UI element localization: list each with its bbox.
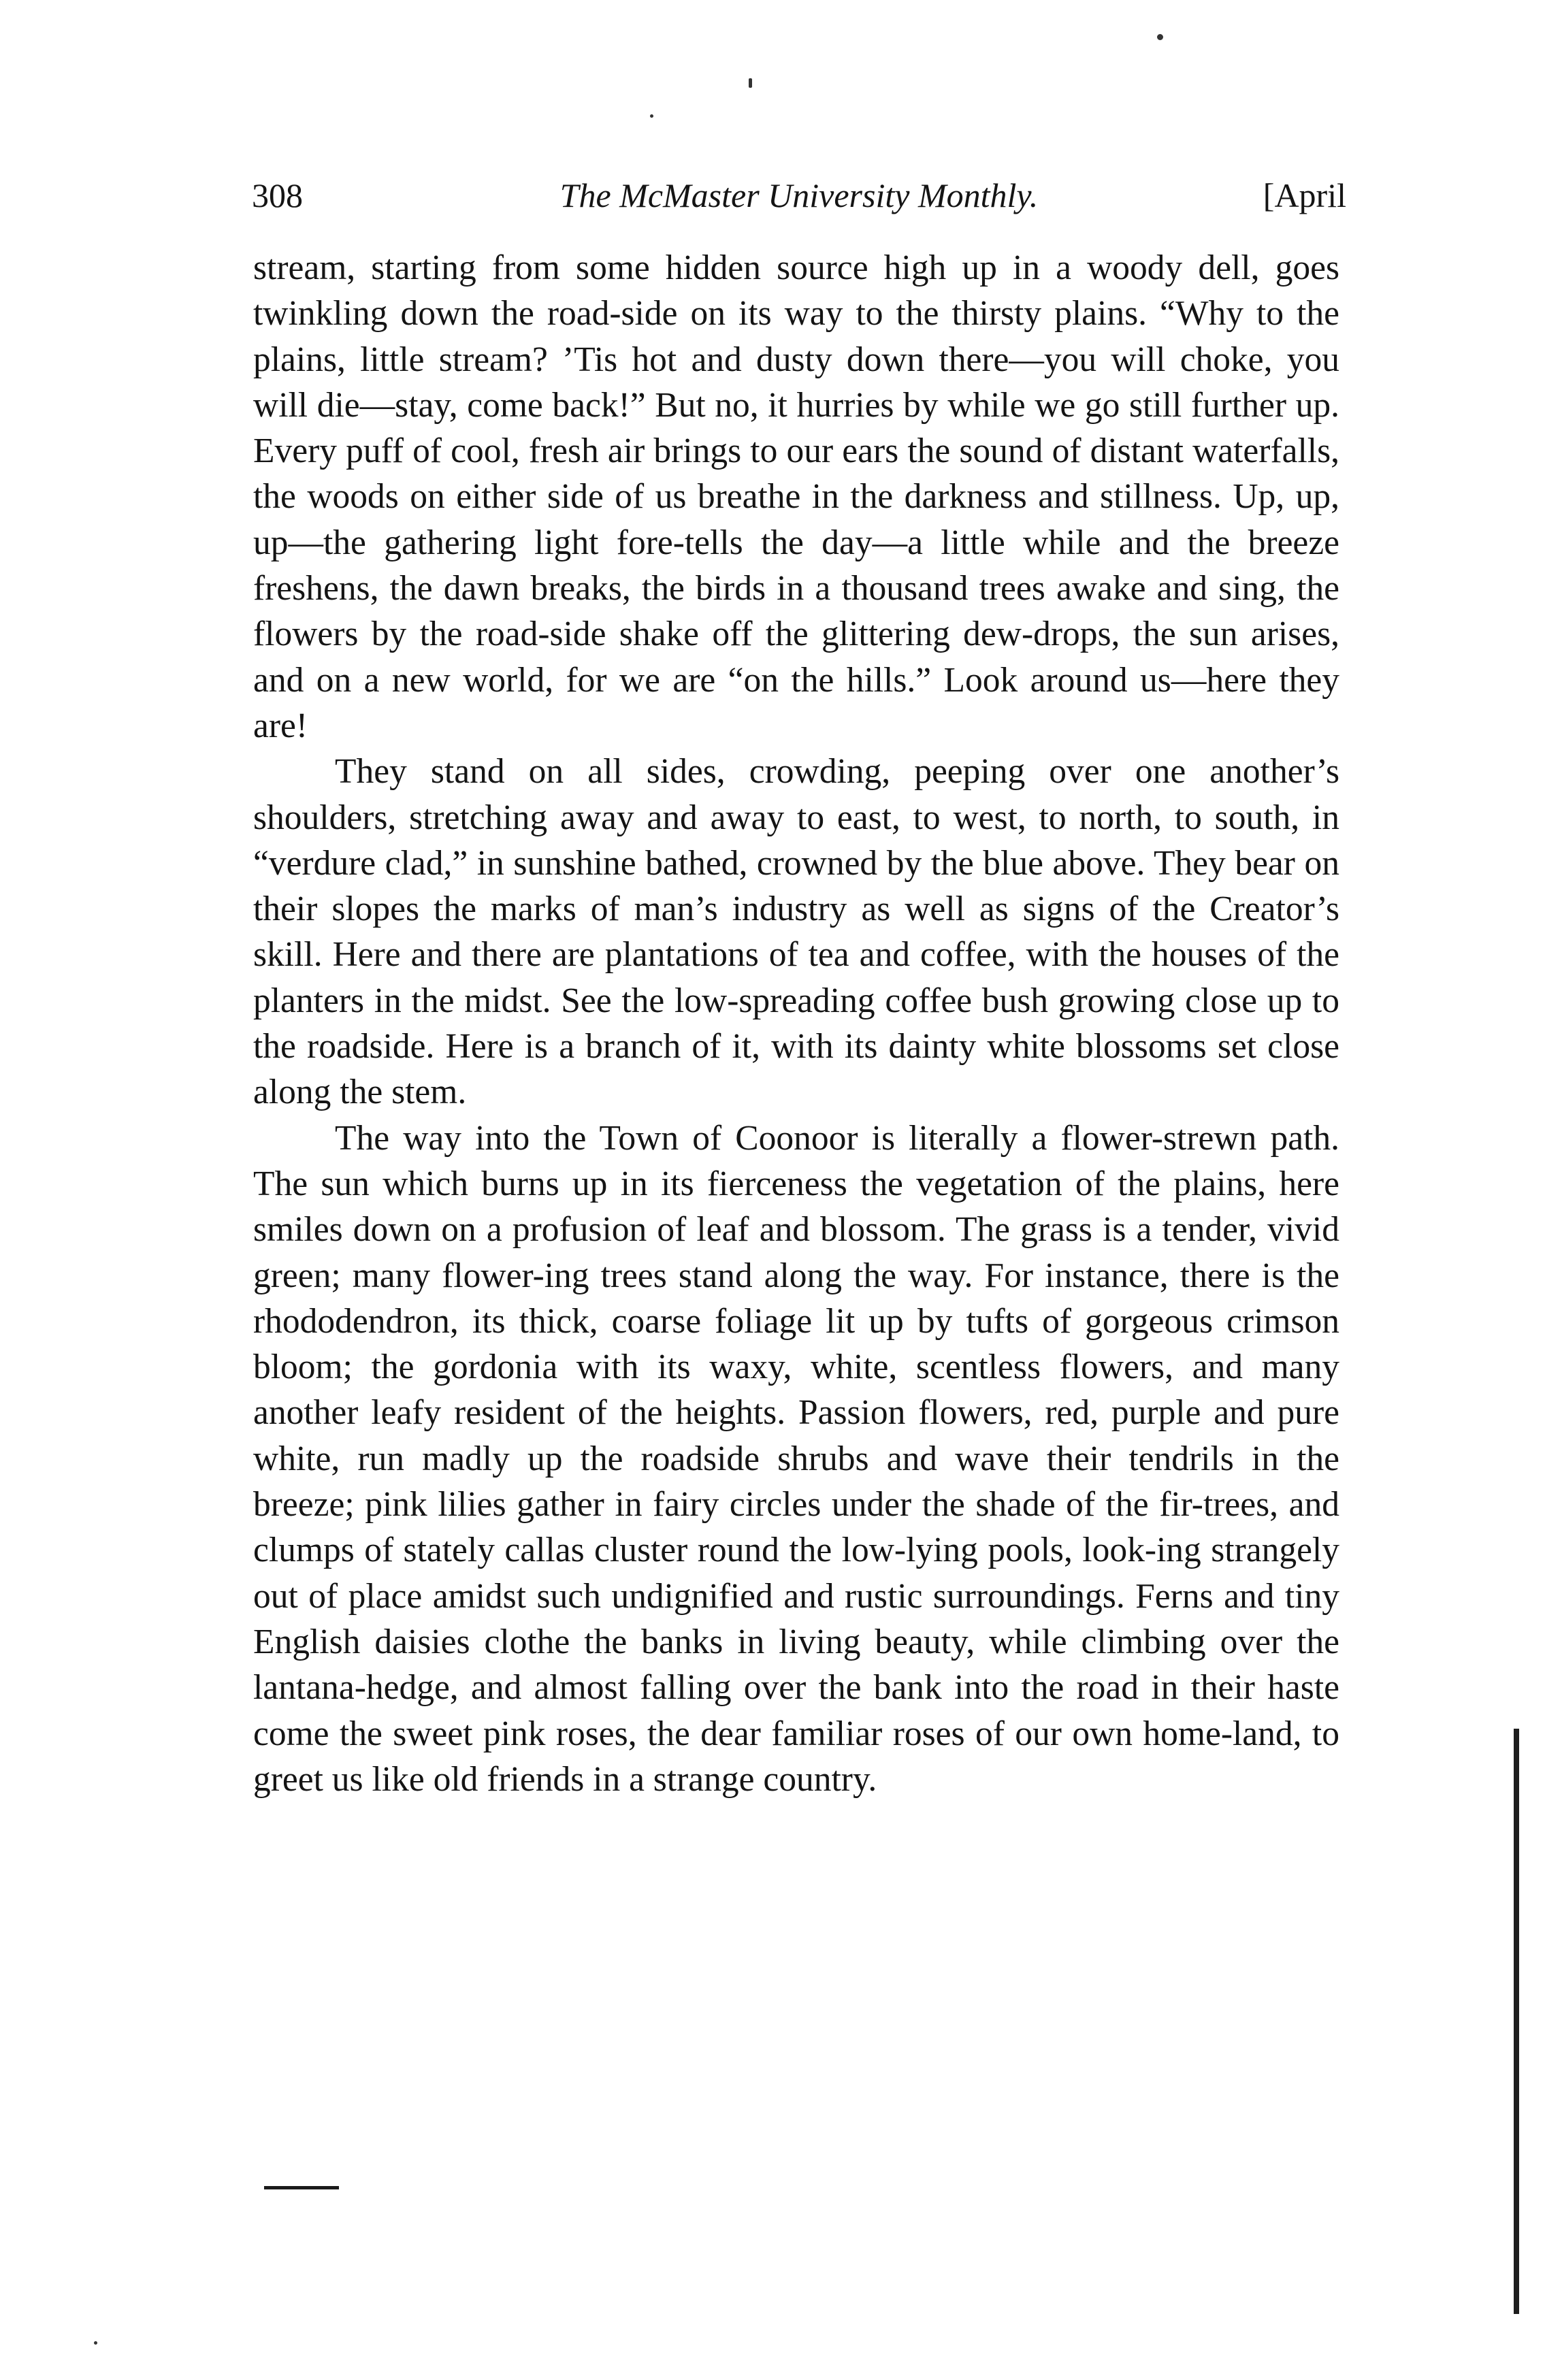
paragraph-continued: stream, starting from some hidden source high up in a woody dell, goes twinkling down the road-side on its way to the thirsty plains. “Why to the plains, little stream? ’Tis hot and dusty down there—you will choke, you will die—stay, come back!” But no, it hurries by while we go still further up. Every puff of cool, fresh air brings to our ears the sound of distant waterfalls, the woods on either side of us breathe in the darkness and stillness. Up, up, up—the gathering light fore-tells the day—a little while and the breeze freshens, the dawn breaks, the birds in a thousand trees awake and sing, the flowers by the road-side shake off the glittering dew-drops, the sun arises, and on a new world, for we are “on the hills.” Look around us—here they are! [253, 248, 1339, 745]
scan-speck [1157, 34, 1163, 40]
running-section-month: [April [1263, 176, 1346, 214]
paragraph: The way into the Town of Coonoor is literally a flower-strewn path. The sun which burns up in its fierceness the vegetation of the plains, here smiles down on a profusion of leaf and blossom. The grass is a tender, vivid green; many flower-ing trees stand along the way. For instance, there is the rhododendron, its thick, coarse foliage lit up by tufts of gorgeous crimson bloom; the gordonia with its waxy, white, scentless flowers, and many another leafy resident of the heights. Passion flowers, red, purple and pure white, run madly up the roadside shrubs and wave their tendrils in the breeze; pink lilies gather in fairy circles under the shade of the fir-trees, and clumps of stately callas cluster round the low-lying pools, look-ing strangely out of place amidst such undignified and rustic surroundings. Ferns and tiny English daisies clothe the banks in living beauty, while climbing over the lantana-hedge, and almost falling over the bank into the road in their haste come the sweet pink roses, the dear familiar roses of our own home-land, to greet us like old friends in a strange country. [253, 1118, 1339, 1799]
scan-speck [650, 114, 653, 118]
scan-speck [94, 2341, 97, 2345]
page-number: 308 [252, 176, 303, 214]
running-header [252, 176, 1346, 230]
running-title: The McMaster University Monthly. [559, 176, 1039, 214]
end-rule [264, 2186, 339, 2189]
paragraph: They stand on all sides, crowding, peeping over one another’s shoulders, stretching away and away to east, to west, to north, to south, in “verdure clad,” in sunshine bathed, crowned by the blue above. They bear on their slopes the marks of man’s industry as well as signs of the Creator’s skill. Here and there are plantations of tea and coffee, with the houses of the planters in the midst. See the low-spreading coffee bush growing close up to the roadside. Here is a branch of it, with its dainty white blossoms set close along the stem. [253, 752, 1339, 1112]
scan-speck [749, 78, 752, 88]
scan-edge-mark [1514, 1729, 1519, 2314]
article-body [253, 245, 1339, 1802]
